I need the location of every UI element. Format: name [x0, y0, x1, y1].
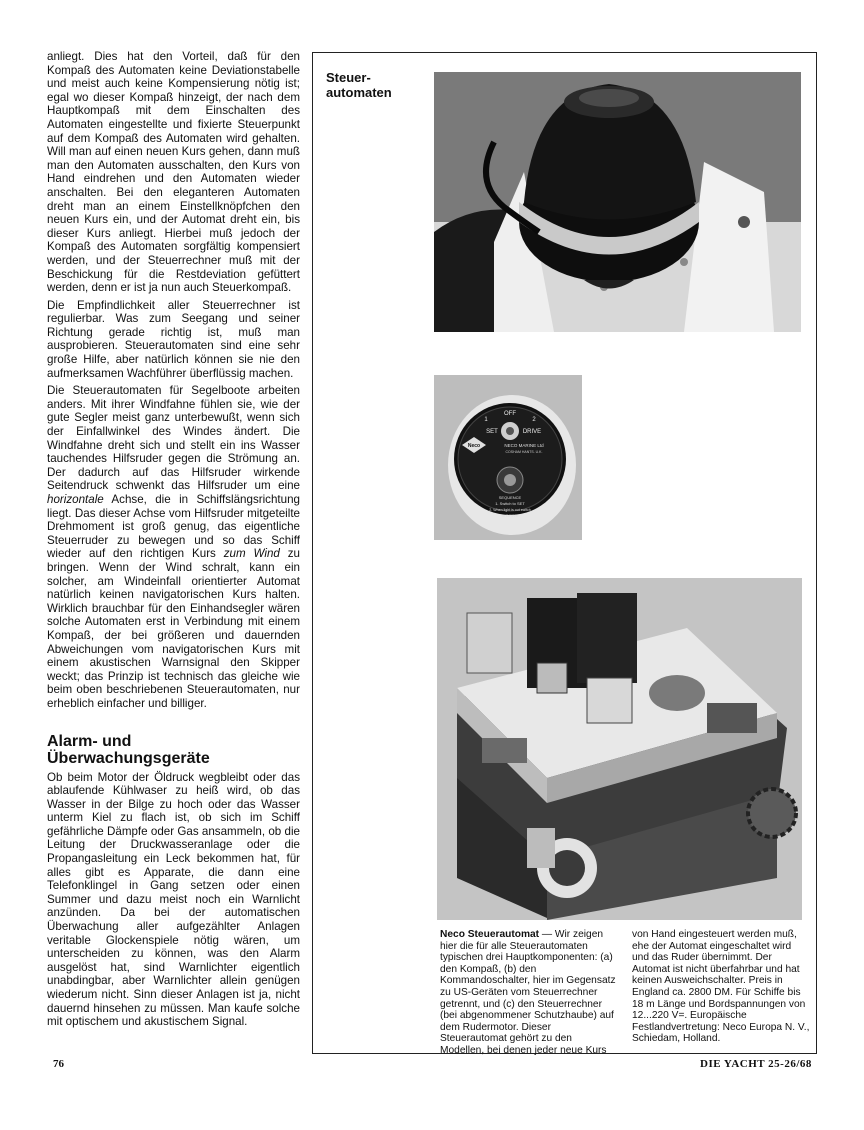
article-text-column: [47, 50, 300, 1033]
sidebar-title: Steuer-automaten: [326, 70, 392, 100]
sequence-step-3: to DRIVE: [501, 513, 519, 518]
sequence-title: SEQUENCE: [498, 495, 522, 500]
steering-computer-photo: [437, 578, 802, 920]
paragraph-3-part-a: Die Steuerautomaten für Segelboote arbeiten anders. Mit ihrer Windfahne fühlen sie, wie der gute Segler meist ganz unterbewußt, wenn sich der Einfallwinkel des Windes ändert. Die Windfahne dreht sich und stellt ein ins Wasser tauchendes Hilfsruder gegen die Strömung an. Der dadurch auf das Hilfsruder wirkende Seitendruck schwenkt das Hilfsruder um eine: [47, 384, 300, 493]
heading-line-2: Überwachungsgeräte: [47, 749, 210, 767]
panel-address: COSHAM HANTS. U.K.: [505, 450, 543, 454]
switch-set-label: SET: [486, 429, 498, 435]
heading-line-1: Alarm- und: [47, 732, 132, 750]
compass-photo: [434, 72, 801, 332]
magazine-issue: DIE YACHT 25-26/68: [700, 1058, 812, 1070]
neco-logo-text: Neco: [467, 443, 481, 449]
compass-illustration: [434, 72, 801, 332]
command-switch-photo: [434, 375, 582, 540]
emphasis-zum-wind: zum Wind: [223, 547, 280, 561]
paragraph-4: Ob beim Motor der Öldruck wegbleibt oder das ablaufende Kühlwaser zu heiß wird, ob das Wasser in der Bilge zu hoch oder das Wasser unterm Kiel zu flach ist, ob sich im Schiff gefährliche Dämpfe oder Gas ansammeln, ob die Leitung der Druckwasseranlage oder die Propangasleitung ein Leck bekommen hat, für alles gibt es Apparate, die dann eine Telefonklingel in Gang setzen oder einen Summer und dazu meist noch ein Warnlicht anzünden. Da bei der automatischen Überwachung aller aufgezählter Anlagen veritable Glockenspiele nötig wären, um unterscheiden zu können, was den Alarm ausgelöst hat, sind Warnlichter eigentlich unabdingbar, aber Warnlichter allein genügen wiederum nicht. Sinn dieser Anlagen ist ja, nicht dauernd hinsehen zu müssen. Man kaufe solche mit optischem und akustischem Signal.: [47, 770, 300, 1029]
section-heading: [47, 733, 300, 767]
paragraph-3: [47, 384, 300, 710]
paragraph-1: anliegt. Dies hat den Vorteil, daß für den Kompaß des Automaten keine Deviationstabelle und meist auch keine Kompensierung nötig ist; egal wo dieser Kompaß hinzeigt, der nach dem Hauptkompaß mit dem Einschalten des Automaten eingestellte und fixierte Steuerpunkt auf dem Kompaß des Automaten wird gehalten. Will man auf einen neuen Kurs gehen, dann muß man den Automaten ausschalten, den Kurs von Hand eindrehen und den Automaten wieder anschalten. Bei den eleganteren Automaten dreht man an einem Einstellknöpfchen den neuen Kurs ein, und der Automat dreht ein, bis dieser Kurs anliegt. Hierbei muß jedoch der Kompaß des Automaten sorgfältig kompensiert werden, und der Steuerrechner muß mit der Beschickung für die Restdeviation gefüttert werden, denn er ist ja nun auch Steuerkompaß.: [47, 50, 300, 295]
switch-num-2: 2: [532, 417, 536, 423]
page-number: 76: [53, 1058, 64, 1070]
paragraph-2: Die Empfindlichkeit aller Steuerrechner ist regulierbar. Was zum Seegang und seiner Richtung gerade richtig ist, muß man ausprobieren. Steuerautomaten sind eine sehr große Hilfe, aber natürlich können sie nie den aufmerksamen Wachführer überflüssig machen.: [47, 298, 300, 380]
sequence-step-2: 2. When light is out switch: [489, 508, 531, 512]
switch-drive-label: DRIVE: [522, 429, 542, 435]
sequence-step-1: 1. Switch to SET: [495, 501, 525, 506]
paragraph-3-part-b: Achse, die in Schiffslängsrichtung liegt. Das dieser Achse vom Hilfsruder mitgeteilte Drehmoment ist groß genug, das eigentliche Steuerruder zu bewegen und so das Schiff wieder auf den richtigen Kurs: [47, 493, 300, 561]
caption-column-2: von Hand eingesteuert werden muß, ehe der Automat eingeschaltet wird und das Ruder übernimmt. Der Automat ist nicht überfahrbar und hat keinen Ausweichschalter. Preis in England ca. 2800 DM. Für Schiffe bis 18 m Länge und Bordspannungen von 12...220 V=. Europäische Festlandvertretung: Neco Europa N. V., Schiedam, Holland.: [632, 929, 810, 1045]
switch-num-1: 1: [484, 417, 488, 423]
caption-column-1: [440, 929, 618, 1057]
switch-off-label: OFF: [504, 411, 516, 417]
paragraph-3-part-c: zu bringen. Wenn der Wind schralt, kann ein solcher, am Windeinfall orientierter Automat natürlich keinen navigatorischen Kurs halten. Wirklich brauchbar für den Einhandsegler wären solche Automaten erst in Verbindung mit einem Kompaß, der bei größeren und dauernden Abweichungen vom navigatorischen Kurs mit einem akustischen Warnsignal den Skipper weckt; das Prinzip ist technisch das gleiche wie beim oben beschriebenen Steuerautomaten, nur erheblich einfacher und billiger.: [47, 547, 300, 710]
switch-panel-illustration: [434, 375, 582, 540]
steering-computer-illustration: [437, 578, 802, 920]
caption-text-1: — Wir zeigen hier die für alle Steuerautomaten typischen drei Hauptkomponenten: (a) den Kompaß, (b) den Kommandoschalter, hier im Gegensatz zu US-Geräten vom Steuerrechner getrennt, und (c) den Steuerrechner (bei abgenommener Schutzhaube) auf dem Rudermotor. Dieser Steuerautomat gehört zu den Modellen, bei denen jeder neue Kurs: [440, 929, 616, 1056]
panel-brand: NECO MARINE Ltd: [504, 443, 544, 448]
emphasis-horizontale: horizontale: [47, 493, 104, 506]
caption-title: Neco Steuerautomat: [440, 929, 540, 940]
